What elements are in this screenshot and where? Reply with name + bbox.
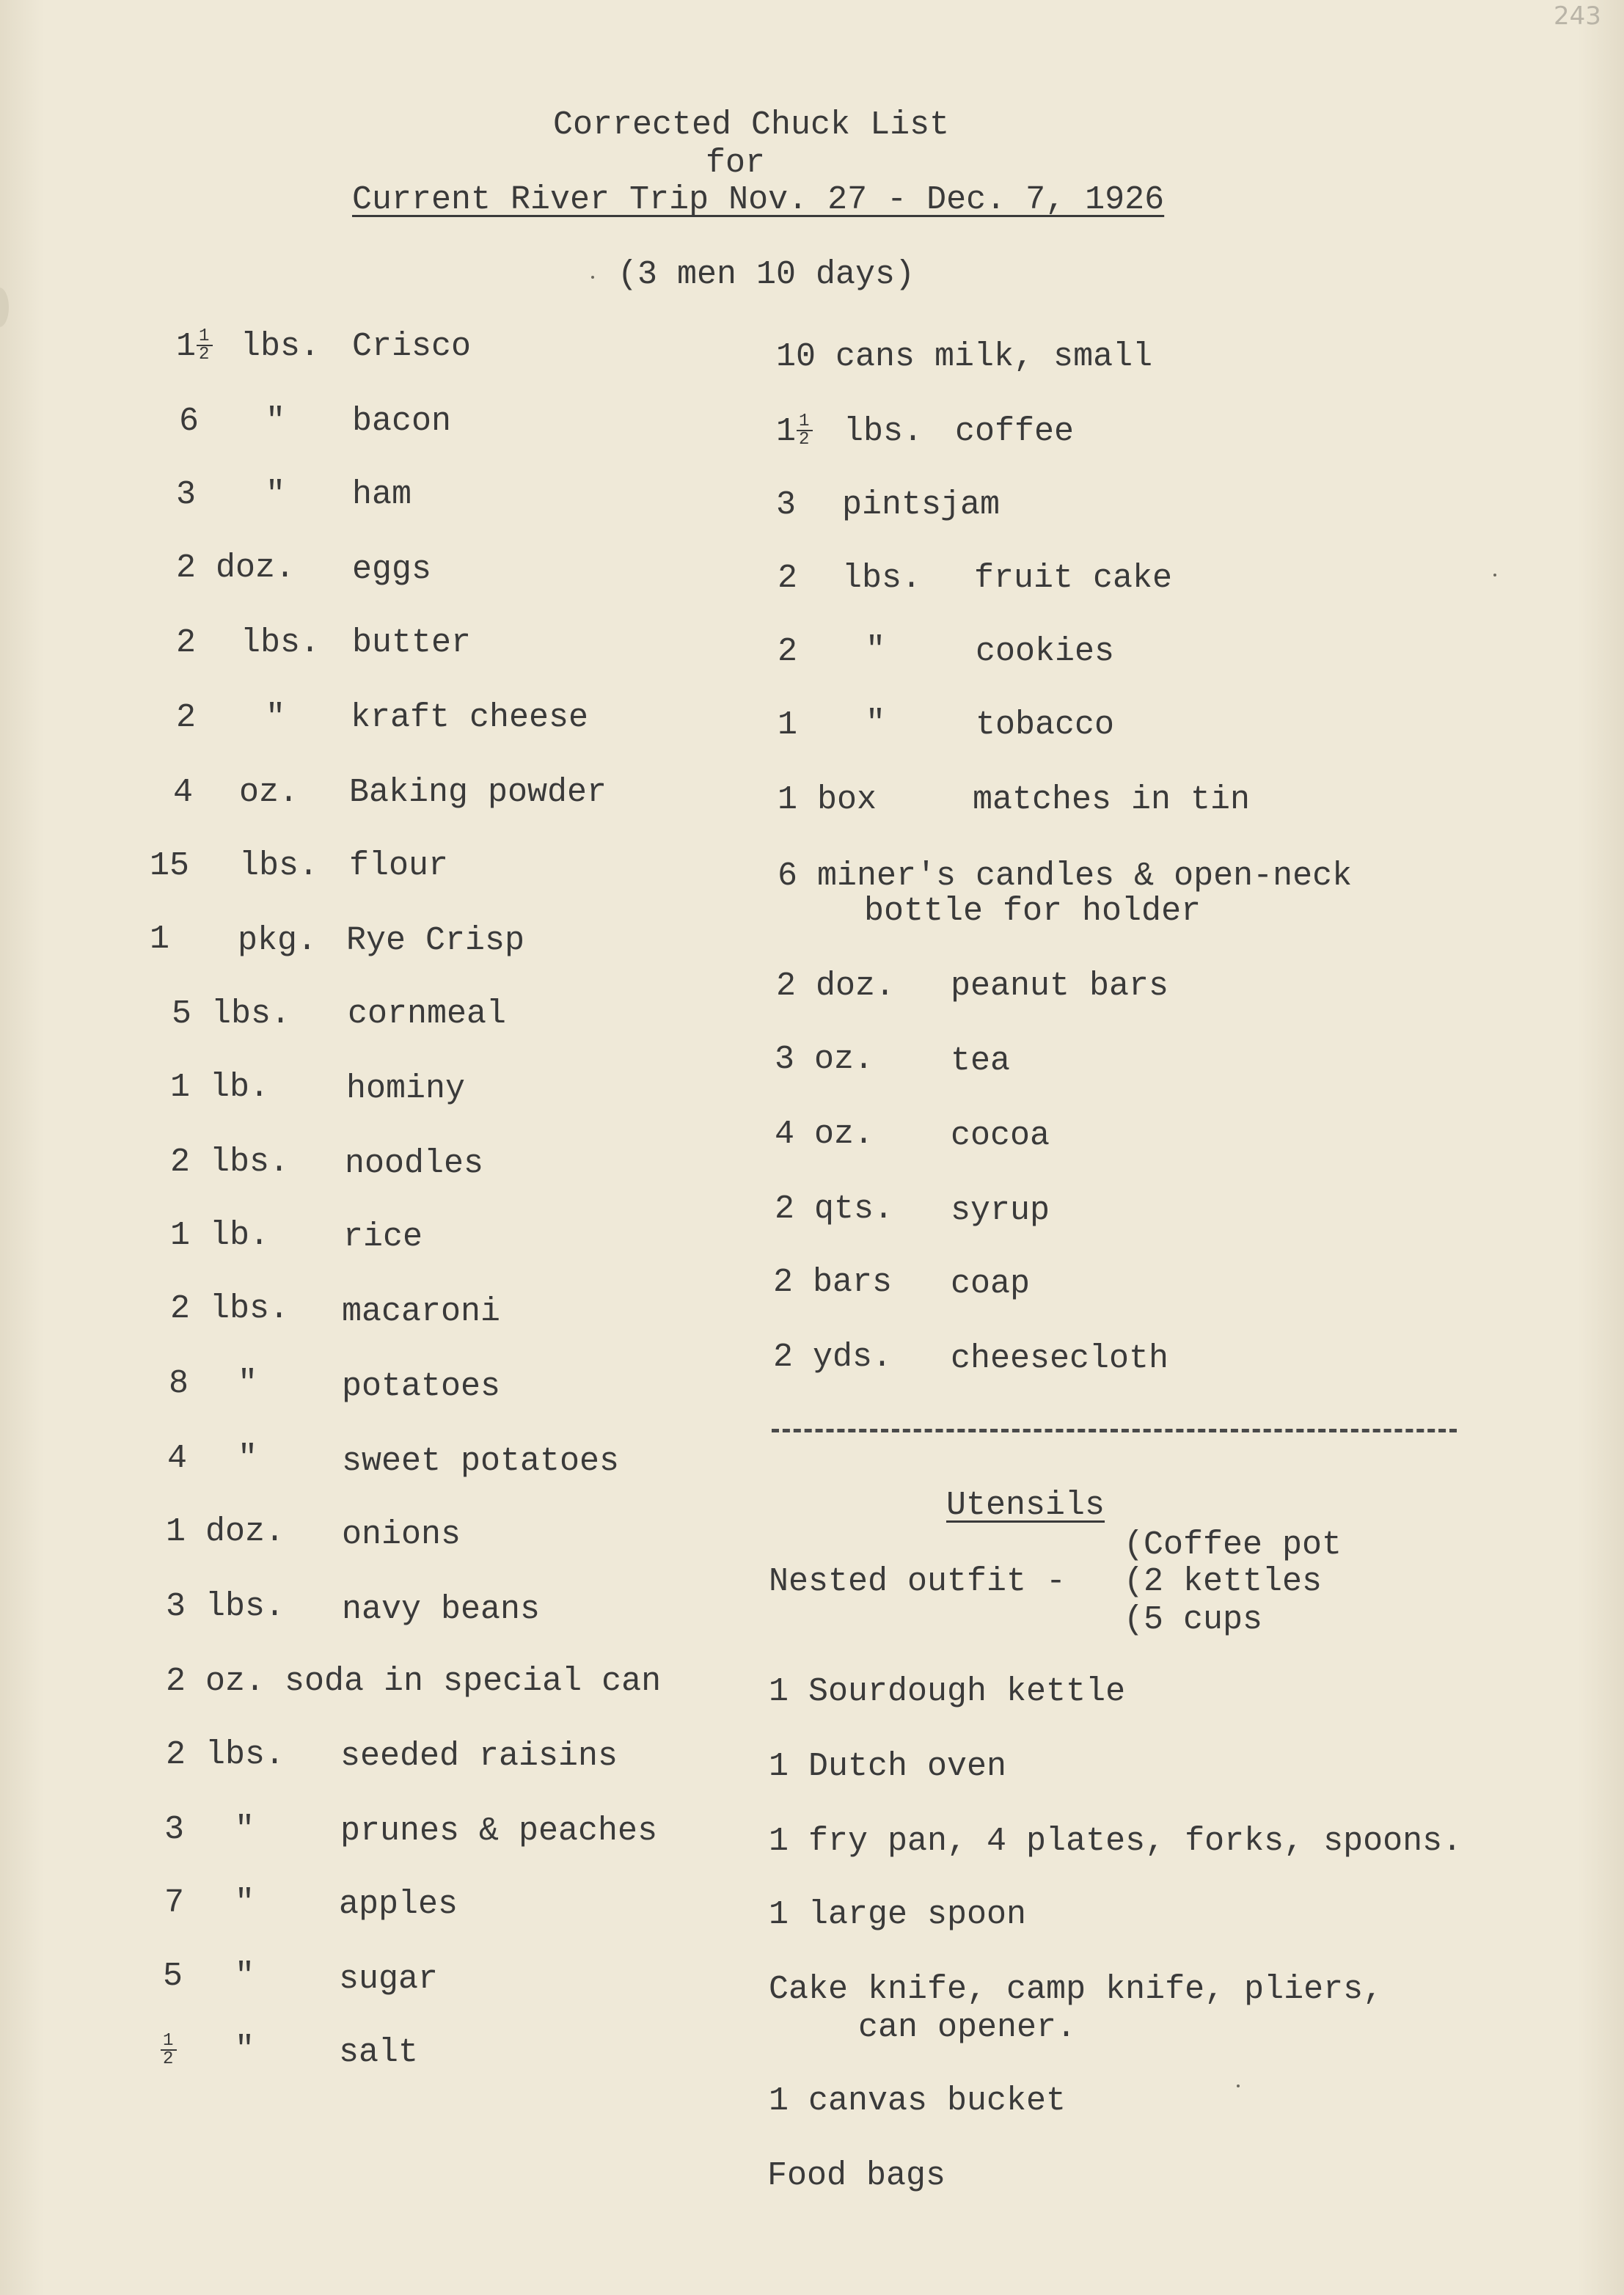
section-divider xyxy=(772,1429,1457,1432)
ditto-mark: " xyxy=(238,1440,258,1477)
ditto-mark: " xyxy=(235,1884,255,1922)
list-item-candles: 6 miner's candles & open-neck xyxy=(778,857,1353,895)
quantity: 4 oz. xyxy=(775,1116,874,1153)
ditto-mark: " xyxy=(238,1365,258,1402)
item-name: onions xyxy=(342,1516,461,1553)
unit: lbs. xyxy=(239,847,319,885)
utensil-item: 1 large spoon xyxy=(769,1896,1027,1933)
item-name: prunes & peaches xyxy=(340,1812,658,1850)
ditto-mark: " xyxy=(266,403,286,440)
item-name: cornmeal xyxy=(348,995,507,1033)
item-name: macaroni xyxy=(342,1293,501,1330)
utensil-item-continued: can opener. xyxy=(858,2009,1077,2046)
ditto-mark: " xyxy=(266,476,286,513)
quantity: 3 lbs. xyxy=(166,1588,285,1625)
item-name: Rye Crisp xyxy=(346,922,525,959)
unit: lbs. xyxy=(844,413,923,450)
item-name: flour xyxy=(349,847,449,885)
item-name: rice xyxy=(343,1218,423,1256)
quantity: 3 oz. xyxy=(775,1041,874,1078)
quantity: 2 lbs. xyxy=(170,1290,290,1328)
nested-item: (5 cups xyxy=(1124,1601,1263,1639)
title-line-2: for xyxy=(706,144,766,182)
item-name: fruit cake xyxy=(974,560,1173,597)
item-name: syrup xyxy=(951,1192,1050,1229)
ditto-mark: " xyxy=(235,1811,255,1848)
item-name: potatoes xyxy=(342,1368,501,1405)
item-name: cheesecloth xyxy=(951,1340,1169,1377)
unit: pints xyxy=(842,486,942,524)
quantity: 3 xyxy=(164,1811,185,1848)
utensil-item: 1 Sourdough kettle xyxy=(769,1673,1126,1710)
quantity: 1 lb. xyxy=(170,1217,270,1254)
quantity: 2 xyxy=(176,624,197,662)
list-item-coffee: 1 $\frac{1}{2}$ xyxy=(776,415,815,448)
quantity: 2 xyxy=(176,699,197,736)
item-name: butter xyxy=(352,624,472,662)
one-half-fraction: $\frac{1}{2}$ xyxy=(160,2035,179,2068)
quantity: 15 xyxy=(150,847,190,885)
item-name: hominy xyxy=(346,1070,466,1108)
ditto-mark: " xyxy=(866,705,886,742)
utensil-item: Food bags xyxy=(767,2157,946,2195)
item-name: apples xyxy=(339,1886,458,1923)
one-half-fraction: $\frac{1}{2}$ xyxy=(196,330,215,363)
quantity: 2 qts. xyxy=(775,1190,894,1228)
item-name: kraft cheese xyxy=(351,699,589,736)
ditto-mark: " xyxy=(266,699,286,736)
paper-speck xyxy=(591,276,594,279)
quantity: 2 lbs. xyxy=(170,1143,290,1181)
quantity: 5 xyxy=(163,1958,183,1995)
utensil-item: Cake knife, camp knife, pliers, xyxy=(769,1971,1383,2008)
item-name: eggs xyxy=(352,551,432,588)
utensil-item: 1 Dutch oven xyxy=(769,1748,1007,1785)
item-name: sugar xyxy=(339,1961,439,1998)
list-item-crisco: 1 $\frac{1}{2}$ xyxy=(176,330,215,363)
item-name: seeded raisins xyxy=(340,1738,618,1775)
title-line-1: Corrected Chuck List xyxy=(553,106,950,144)
item-name: cookies xyxy=(976,633,1115,670)
quantity: 8 xyxy=(169,1365,189,1402)
ditto-mark: " xyxy=(866,632,886,669)
nested-item: (2 kettles xyxy=(1124,1563,1323,1600)
item-name: Crisco xyxy=(352,328,472,365)
quantity: 2 lbs. xyxy=(166,1736,285,1774)
list-item-milk: 10 cans milk, small xyxy=(776,338,1153,376)
unit: oz. xyxy=(239,774,299,811)
quantity: 1 box xyxy=(778,781,877,819)
item-name: coap xyxy=(951,1265,1031,1303)
item-name: coffee xyxy=(955,413,1075,450)
quantity: 2 doz. xyxy=(176,549,296,587)
item-name: sweet potatoes xyxy=(342,1443,620,1480)
quantity: 2 doz. xyxy=(776,967,896,1005)
nested-item: (Coffee pot xyxy=(1124,1526,1342,1564)
nested-outfit-label: Nested outfit - xyxy=(769,1563,1067,1600)
item-name: navy beans xyxy=(342,1591,541,1628)
quantity: 2 bars xyxy=(773,1264,893,1301)
item-name: bacon xyxy=(352,403,452,440)
page-edge-mark xyxy=(0,288,9,327)
quantity: 1 xyxy=(150,920,170,958)
quantity: 3 xyxy=(776,486,797,524)
quantity: 1 lb. xyxy=(170,1069,270,1106)
quantity: 6 xyxy=(179,403,200,440)
item-name: ham xyxy=(352,476,412,513)
quantity: 2 xyxy=(778,633,798,670)
list-item-candles-continued: bottle for holder xyxy=(864,893,1201,930)
quantity: 3 xyxy=(176,476,197,513)
quantity: 1 doz. xyxy=(166,1513,285,1551)
unit: lbs. xyxy=(241,624,321,662)
list-item-soda: 2 oz. soda in special can xyxy=(166,1663,662,1700)
utensil-item: 1 fry pan, 4 plates, forks, spoons. xyxy=(769,1823,1463,1860)
quantity: 4 xyxy=(167,1440,188,1477)
item-name: cocoa xyxy=(951,1117,1050,1154)
quantity: 5 lbs. xyxy=(172,995,291,1033)
one-half-fraction: $\frac{1}{2}$ xyxy=(796,415,815,448)
ditto-mark: " xyxy=(235,1958,255,1995)
utensils-heading: Utensils xyxy=(946,1487,1105,1524)
utensil-item: 1 canvas bucket xyxy=(769,2082,1067,2120)
unit: lbs. xyxy=(241,328,321,365)
item-name: tea xyxy=(951,1042,1011,1080)
item-name: jam xyxy=(940,486,1001,524)
title-line-3: Current River Trip Nov. 27 - Dec. 7, 1926 xyxy=(352,181,1165,219)
item-name: peanut bars xyxy=(951,967,1169,1005)
unit: pkg. xyxy=(238,922,318,959)
paper-speck xyxy=(1237,2084,1240,2087)
item-name: matches in tin xyxy=(973,781,1251,819)
quantity: 1 xyxy=(778,706,798,744)
item-name: noodles xyxy=(345,1145,484,1182)
quantity: 2 yds. xyxy=(773,1339,893,1376)
quantity: 7 xyxy=(164,1884,185,1922)
paper-speck xyxy=(1493,574,1496,577)
item-name: tobacco xyxy=(976,706,1115,744)
quantity: 4 xyxy=(173,774,194,811)
item-name: salt xyxy=(339,2034,419,2071)
list-item-salt xyxy=(160,2031,179,2069)
quantity: 2 xyxy=(778,560,798,597)
unit: lbs. xyxy=(842,560,922,597)
ditto-mark: " xyxy=(235,2031,255,2068)
crew-note: (3 men 10 days) xyxy=(618,256,915,293)
item-name: Baking powder xyxy=(349,774,607,811)
page-number: 243 xyxy=(1554,1,1601,31)
